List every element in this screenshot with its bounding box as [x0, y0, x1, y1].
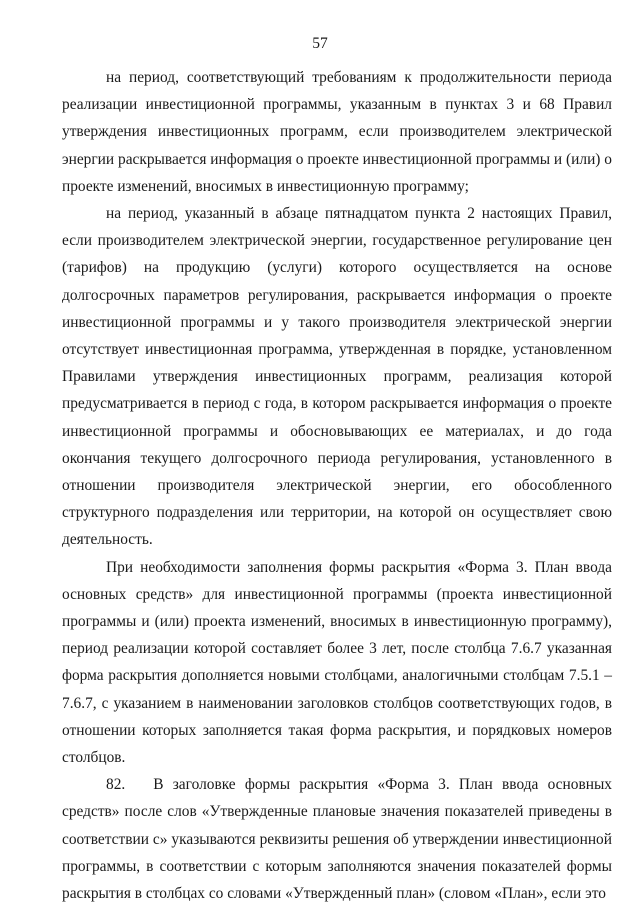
- paragraph-form-3-columns: При необходимости заполнения формы раскрытия «Форма 3. План ввода основных средств» для инвестиционной программы (проекта инвестиционной программы и (или) проекта изменений, вносимых в инвестиционную программу), период реализации которой составляет более 3 лет, после столбца 7.6.7 указанная форма раскрытия дополняется новыми столбцами, аналогичными столбцам 7.5.1 – 7.6.7, с указанием в наименовании заголовков столбцов соответствующих годов, в отношении которых заполняется такая форма раскрытия, и порядковых номеров столбцов.: [62, 558, 612, 767]
- page-number: 57: [312, 35, 328, 52]
- document-body: [62, 64, 612, 907]
- paragraph-period-fifteenth-clause: на период, указанный в абзаце пятнадцатом пункта 2 настоящих Правил, если производителем электрической энергии, государственное регулирование цен (тарифов) на продукцию (услуги) которого осуществляется на основе долгосрочных параметров регулирования, раскрывается информация о проекте инвестиционной программы и у такого производителя электрической энергии отсутствует инвестиционная программа, утвержденная в порядке, установленном Правилами утверждения инвестиционных программ, реализация которой предусматривается в период с года, в котором раскрывается информация о проекте инвестиционной программы и обосновывающих ее материалах, и до года окончания текущего долгосрочного периода регулирования, установленного в отношении производителя электрической энергии, его обособленного структурного подразделения или территории, на которой он осуществляет свою деятельность.: [62, 205, 612, 549]
- paragraph-investment-period: на период, соответствующий требованиям к продолжительности периода реализации инвестиционной программы, указанным в пунктах 3 и 68 Правил утверждения инвестиционных программ, если производителем электрической энергии раскрывается информация о проекте инвестиционной программы и (или) о проекте изменений, вносимых в инвестиционную программу;: [62, 69, 612, 195]
- item-82-text: В заголовке формы раскрытия «Форма 3. План ввода основных средств» после слов «Утвержденные плановые значения показателей приведены в соответствии с» указываются реквизиты решения об утверждении инвестиционной программы, в соответствии с которым заполняются значения показателей формы раскрытия в столбцах со словами «Утвержденный план» (словом «План», если это: [62, 776, 612, 903]
- paragraph-item-82: [62, 771, 612, 907]
- item-number: 82.: [106, 776, 126, 794]
